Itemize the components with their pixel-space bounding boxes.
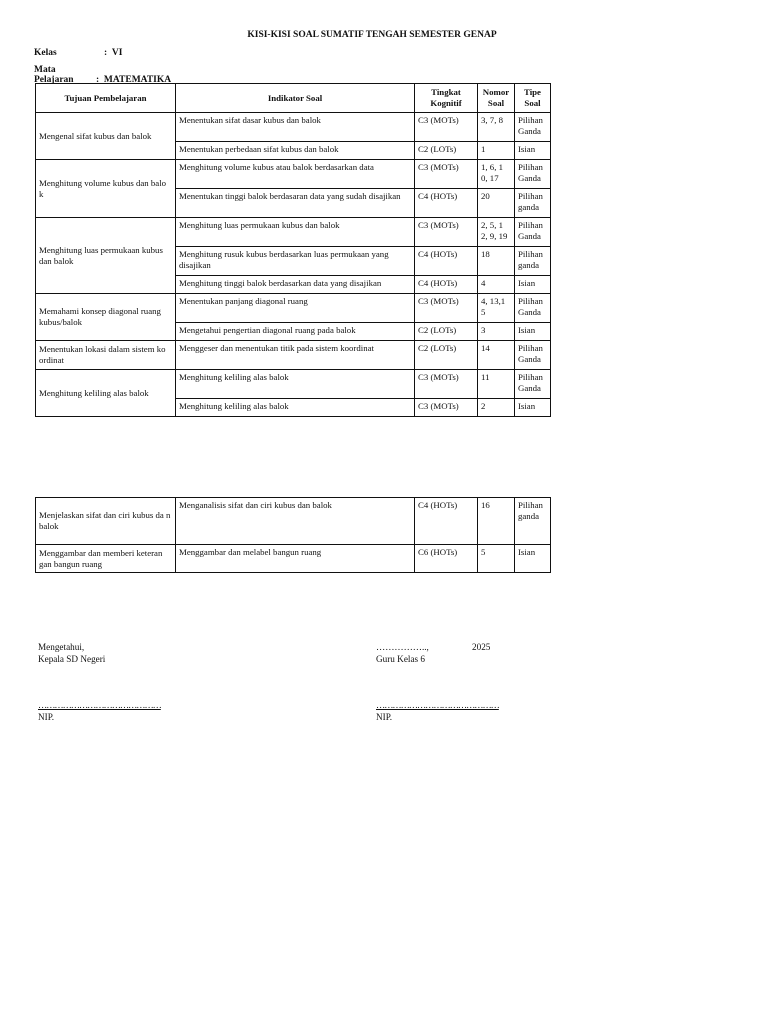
cell-indikator: Menentukan panjang diagonal ruang xyxy=(176,294,415,323)
mapel-value: MATEMATIKA xyxy=(103,75,172,85)
cell-indikator: Menggeser dan menentukan titik pada sistem koordinat xyxy=(176,341,415,370)
kelas-value: VI xyxy=(111,48,123,58)
header-tingkat: Tingkat Kognitif xyxy=(415,84,478,113)
table-row xyxy=(36,341,551,370)
cell-tujuan: Menjelaskan sifat dan ciri kubus da n balok xyxy=(36,498,176,545)
table-row xyxy=(36,294,551,323)
cell-nomor: 1 xyxy=(478,142,515,160)
cell-indikator: Menentukan tinggi balok berdasaran data yang sudah disajikan xyxy=(176,189,415,218)
cell-tingkat: C4 (HOTs) xyxy=(415,189,478,218)
kisi-kisi-table xyxy=(35,83,551,417)
cell-indikator: Menentukan perbedaan sifat kubus dan balok xyxy=(176,142,415,160)
signature-left xyxy=(38,641,161,723)
cell-tujuan: Mengenal sifat kubus dan balok xyxy=(36,113,176,160)
cell-nomor: 1, 6, 1 0, 17 xyxy=(478,160,515,189)
cell-nomor: 2, 5, 1 2, 9, 19 xyxy=(478,218,515,247)
signature-place-date: …………….., xyxy=(376,642,429,652)
cell-indikator: Menghitung tinggi balok berdasarkan data yang disajikan xyxy=(176,276,415,294)
cell-tingkat: C3 (MOTs) xyxy=(415,113,478,142)
cell-nomor: 4 xyxy=(478,276,515,294)
signature-left-line1: Mengetahui, xyxy=(38,642,85,652)
cell-tipe: Isian xyxy=(515,323,551,341)
table-row xyxy=(36,370,551,399)
cell-nomor: 4, 13,1 5 xyxy=(478,294,515,323)
cell-tipe: Pilihan ganda xyxy=(515,189,551,218)
cell-nomor: 18 xyxy=(478,247,515,276)
cell-indikator: Menganalisis sifat dan ciri kubus dan balok xyxy=(176,498,415,545)
mapel-label: Mata Pelajaran xyxy=(34,65,74,85)
cell-indikator: Mengetahui pengertian diagonal ruang pada balok xyxy=(176,323,415,341)
signature-left-nip: NIP. xyxy=(38,712,55,722)
cell-tingkat: C4 (HOTs) xyxy=(415,498,478,545)
header-indikator: Indikator Soal xyxy=(176,84,415,113)
kelas-label: Kelas xyxy=(34,48,57,58)
cell-indikator: Menghitung luas permukaan kubus dan balok xyxy=(176,218,415,247)
signature-right-nip: NIP. xyxy=(376,712,393,722)
signature-right-dots: ……………………………………… xyxy=(376,700,499,710)
cell-tipe: Isian xyxy=(515,142,551,160)
cell-tipe: Isian xyxy=(515,276,551,294)
header-nomor: Nomor Soal xyxy=(478,84,515,113)
mapel-sep: : xyxy=(96,75,100,85)
cell-tingkat: C3 (MOTs) xyxy=(415,370,478,399)
table-row xyxy=(36,113,551,142)
table-row xyxy=(36,498,551,545)
cell-indikator: Menghitung keliling alas balok xyxy=(176,370,415,399)
cell-tingkat: C3 (MOTs) xyxy=(415,160,478,189)
signature-right-line2: Guru Kelas 6 xyxy=(376,654,425,664)
cell-tingkat: C6 (HOTs) xyxy=(415,545,478,573)
cell-indikator: Menghitung volume kubus atau balok berdasarkan data xyxy=(176,160,415,189)
cell-tipe: Pilihan Ganda xyxy=(515,370,551,399)
cell-tujuan: Menentukan lokasi dalam sistem ko ordinat xyxy=(36,341,176,370)
cell-tujuan: Menghitung volume kubus dan balo k xyxy=(36,160,176,218)
cell-tingkat: C3 (MOTs) xyxy=(415,294,478,323)
table-body-continued xyxy=(36,498,551,573)
cell-tingkat: C2 (LOTs) xyxy=(415,142,478,160)
cell-tipe: Pilihan Ganda xyxy=(515,341,551,370)
signature-year: 2025 xyxy=(472,642,491,652)
cell-nomor: 11 xyxy=(478,370,515,399)
cell-nomor: 20 xyxy=(478,189,515,218)
cell-tujuan: Menghitung keliling alas balok xyxy=(36,370,176,417)
kelas-sep: : xyxy=(104,48,108,58)
cell-indikator: Menghitung rusuk kubus berdasarkan luas permukaan yang disajikan xyxy=(176,247,415,276)
cell-indikator: Menentukan sifat dasar kubus dan balok xyxy=(176,113,415,142)
cell-tipe: Pilihan Ganda xyxy=(515,160,551,189)
cell-tingkat: C4 (HOTs) xyxy=(415,247,478,276)
cell-nomor: 3, 7, 8 xyxy=(478,113,515,142)
header-tipe: Tipe Soal xyxy=(515,84,551,113)
document-title: KISI-KISI SOAL SUMATIF TENGAH SEMESTER GENAP xyxy=(247,30,497,40)
cell-tipe: Isian xyxy=(515,399,551,417)
cell-nomor: 3 xyxy=(478,323,515,341)
cell-tujuan: Memahami konsep diagonal ruang kubus/balok xyxy=(36,294,176,341)
table-row xyxy=(36,545,551,573)
cell-tipe: Pilihan Ganda xyxy=(515,294,551,323)
cell-tingkat: C3 (MOTs) xyxy=(415,218,478,247)
cell-tingkat: C2 (LOTs) xyxy=(415,323,478,341)
cell-tujuan: Menghitung luas permukaan kubus dan balok xyxy=(36,218,176,294)
cell-nomor: 2 xyxy=(478,399,515,417)
table-header-row xyxy=(36,84,551,113)
cell-tipe: Pilihan ganda xyxy=(515,247,551,276)
kisi-kisi-table-continued xyxy=(35,497,551,573)
kelas-row xyxy=(34,48,122,58)
cell-tipe: Isian xyxy=(515,545,551,573)
cell-indikator: Menghitung keliling alas balok xyxy=(176,399,415,417)
header-tujuan: Tujuan Pembelajaran xyxy=(36,84,176,113)
cell-nomor: 14 xyxy=(478,341,515,370)
cell-tipe: Pilihan Ganda xyxy=(515,113,551,142)
table-row xyxy=(36,218,551,247)
mapel-row xyxy=(34,65,171,85)
cell-tingkat: C3 (MOTs) xyxy=(415,399,478,417)
table-body xyxy=(36,113,551,417)
cell-tipe: Pilihan ganda xyxy=(515,498,551,545)
signature-right xyxy=(376,641,506,723)
cell-nomor: 5 xyxy=(478,545,515,573)
cell-indikator: Menggambar dan melabel bangun ruang xyxy=(176,545,415,573)
cell-nomor: 16 xyxy=(478,498,515,545)
cell-tingkat: C4 (HOTs) xyxy=(415,276,478,294)
signature-left-dots: ……………………………………… xyxy=(38,700,161,710)
cell-tipe: Pilihan Ganda xyxy=(515,218,551,247)
signature-left-line2: Kepala SD Negeri xyxy=(38,654,106,664)
cell-tingkat: C2 (LOTs) xyxy=(415,341,478,370)
cell-tujuan: Menggambar dan memberi keteran gan bangun ruang xyxy=(36,545,176,573)
table-row xyxy=(36,160,551,189)
